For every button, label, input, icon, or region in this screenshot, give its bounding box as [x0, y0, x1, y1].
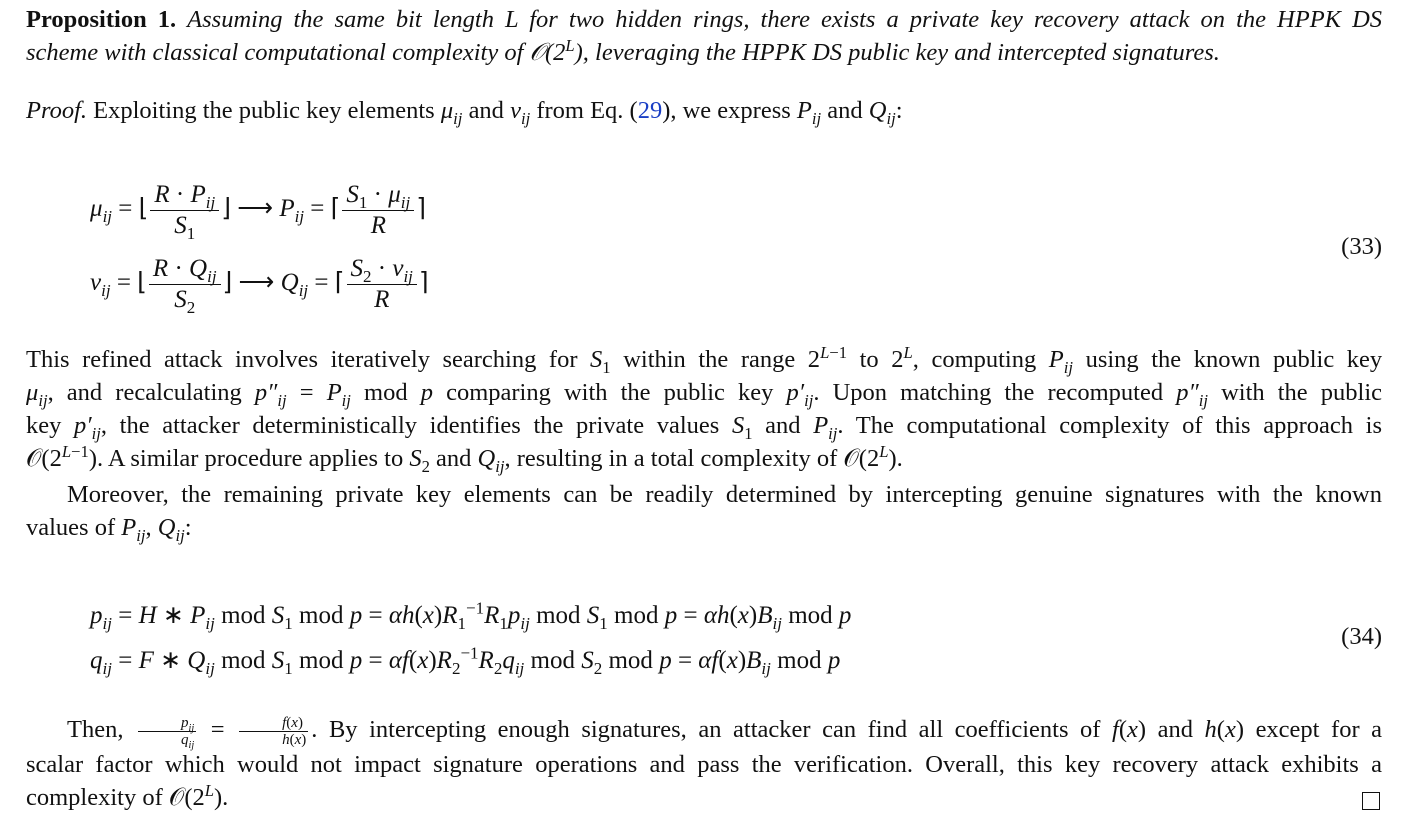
equation-34-line-2: $q_{ij} = F$ ∗ $Q_{ij}$ mod $S_1$ mod $p = \alpha f(x)R_2^{-1}R_2q_{ij}$ mod $S_2$ mod $p = \alpha f(x)B_{ij}$ mod p [90, 643, 841, 678]
proposition-label: Proposition 1. [26, 6, 177, 33]
equation-34-line-1: $p_{ij} = H$ ∗ $P_{ij}$ mod $S_1$ mod $p = \alpha h(x)R_1^{-1}R_1p_{ij}$ mod $S_1$ mod $p = \alpha h(x)B_{ij}$ mod p [90, 598, 852, 633]
paragraph-moreover [26, 478, 1382, 544]
proof-label: Proof. [26, 97, 88, 124]
paragraph-conclusion-line-3: complexity of $𝒪(2^L)$. [26, 780, 229, 811]
paragraph-conclusion-line-1: Then, $\frac{p_{ij}}{q_{ij}}$ = $\frac{f(x)}{h(x)}$ . By intercepting enough signatures, an attacker can find all coefficients of f(x) and h(x) except for a [67, 714, 1383, 751]
proposition-text-2: scheme with classical computational complexity of 𝒪(2 [26, 39, 566, 66]
proposition-text-3: ), leveraging the HPPK DS public key and intercepted signatures. [574, 39, 1220, 66]
paragraph-moreover-line-2: values of $P_{ij}$, $Q_{ij}$: [26, 514, 192, 545]
proposition-line-2: scheme with classical computational complexity of $𝒪(2^L)$, leveraging the HPPK DS public key and intercepted signatures. [26, 35, 1220, 66]
paragraph-attack-line-3: key $p'_{ij}$, the attacker deterministically identifies the private values $S_1$ and $P_{ij}$. The computational complexity of this approach is [26, 412, 1382, 443]
proposition [26, 3, 1382, 69]
proof-intro: Proof. Exploiting the public key elements $\mu_{ij}$ and $\nu_{ij}$ from Eq. (29), we express $P_{ij}$ and $Q_{ij}$: [26, 97, 903, 128]
qed-square-icon [1362, 792, 1380, 810]
paragraph-attack-line-1: This refined attack involves iteratively searching for $S_1$ within the range $2^{L-1}$ to $2^L$, computing $P_{ij}$ using the known public key [26, 342, 1383, 377]
paragraph-attack [26, 343, 1382, 475]
proposition-line-1 [26, 3, 1382, 36]
proposition-text-1: Assuming the same bit length L for two hidden rings, there exists a private key recovery attack on the HPPK DS [187, 6, 1383, 33]
paragraph-attack-line-4: $𝒪(2^{L-1})$. A similar procedure applies to $S_2$ and $Q_{ij}$, resulting in a total complexity of $𝒪(2^L)$. [26, 441, 903, 476]
equation-33-line-2: $\nu_{ij}$ = ⌊ $\frac{R \cdot Q_{ij}}{S_2}$ ⌋ ⟶ $Q_{ij}$ = ⌈ $\frac{S_2 \cdot \nu_{ij}}{R}$ ⌉ [90, 255, 429, 317]
equation-number-33: (33) [1341, 233, 1382, 260]
eq-ref-link[interactable]: 29 [637, 97, 663, 124]
paragraph-conclusion-line-2: scalar factor which would not impact signature operations and pass the verification. Overall, this key recovery attack exhibits a [26, 750, 1382, 778]
equation-33-line-1: $\mu_{ij}$ = ⌊ $\frac{R \cdot P_{ij}}{S_1}$ ⌋ ⟶ $P_{ij}$ = ⌈ $\frac{S_1 \cdot \mu_{ij}}{R}$ ⌉ [90, 181, 427, 243]
equation-number-34: (34) [1341, 623, 1382, 650]
paragraph-moreover-line-1: Moreover, the remaining private key elements can be readily determined by intercepting genuine signatures with the known [67, 481, 1382, 508]
paragraph-attack-line-2: $\mu_{ij}$, and recalculating $p''_{ij} = P_{ij}$ mod p comparing with the public key $p'_{ij}$. Upon matching the recomputed $p''_{ij}$ with the public [26, 379, 1383, 410]
paragraph-conclusion [26, 713, 1382, 814]
